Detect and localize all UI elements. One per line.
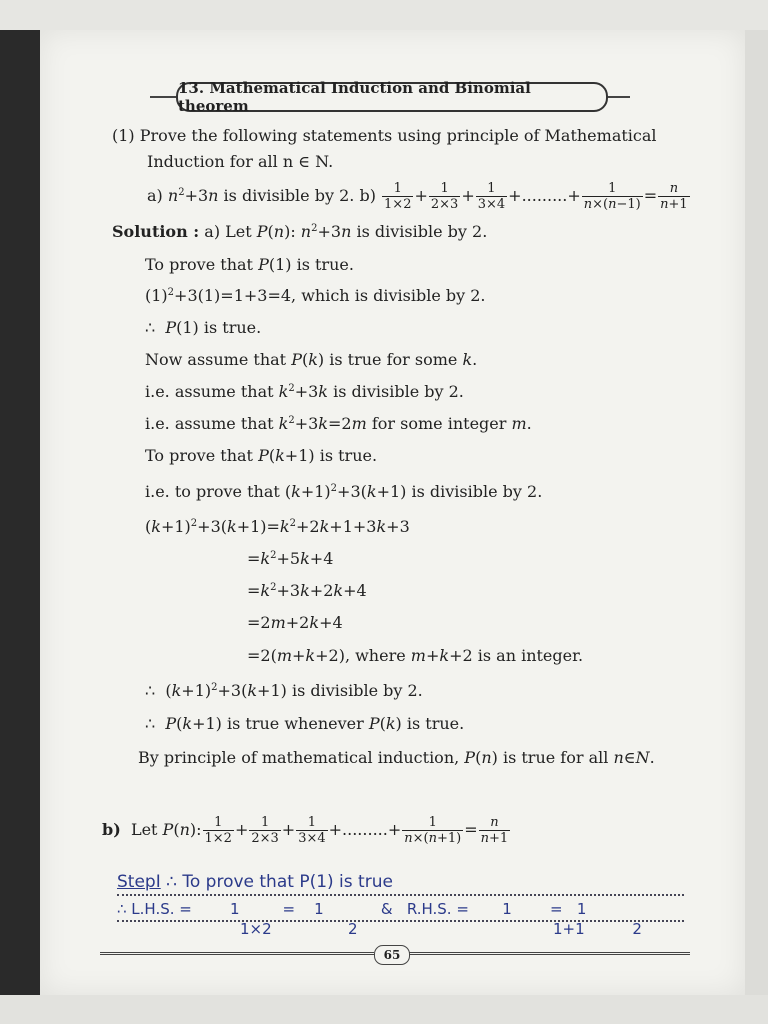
fraction: $\frac{1}{1\times 2}$ (204, 815, 232, 846)
proof-conclusion: By principle of mathematical induction, P(n) is true for all n∈N. (138, 748, 655, 767)
fraction: $\frac{1}{3\times 4}$ (477, 181, 506, 212)
handwritten-denominators: 1×2 2 1+1 2 (240, 920, 642, 938)
proof-line-7: To prove that P(k+1) is true. (145, 446, 378, 465)
fraction: $\frac{1}{3\times 4}$ (298, 815, 326, 846)
chapter-title: 13. Mathematical Induction and Binomial theorem (176, 82, 608, 112)
background-bottom (0, 995, 768, 1024)
fraction: $\frac{1}{n\times(n-1)}$ (583, 181, 641, 212)
solution-a-lead: Solution : a) Let P(n): $n^2+3n$ is divisible by 2. (112, 222, 488, 241)
question-number: (1) (112, 126, 135, 145)
solution-b-label: b) (102, 820, 121, 839)
fraction: $\frac{1}{1\times 2}$ (384, 181, 412, 212)
document-page (40, 30, 745, 995)
background-left-edge (0, 30, 40, 1000)
fraction: $\frac{1}{n\times(n+1)}$ (404, 815, 462, 846)
handwritten-step-line: StepI ∴ To prove that P(1) is true (117, 872, 684, 896)
question-text-1: Prove the following statements using principle of Mathematical (139, 126, 657, 145)
page-number: 65 (374, 945, 410, 965)
question-line-2: Induction for all n ∈ N. (147, 152, 334, 171)
part-b-label: b) (359, 186, 376, 205)
question-parts (147, 181, 691, 212)
proof-line-15: ∴ P(k+1) is true whenever P(k) is true. (145, 714, 465, 733)
solution-b-statement: b) Let P(n): $\frac{1}{1\times 2}$ + $\frac{1}{2\times 3}$ + $\frac{1}{3\times 4}$ +.........+ $\frac{1}{n\times(n+1)}$ = $\frac{n}{n+1}$ (102, 815, 509, 846)
proof-line-6: i.e. assume that $k^2+3k=2m$ for some integer m. (145, 414, 532, 433)
handwritten-lhs-line: ∴ L.H.S. = 1 = 1 & R.H.S. = 1 = 1 (117, 900, 684, 922)
proof-line-14: ∴ $(k+1)^2+3(k+1)$ is divisible by 2. (145, 681, 423, 700)
proof-line-10: $=k^2+5k+4$ (247, 549, 334, 568)
proof-line-13: =2(m+k+2), where m+k+2 is an integer. (247, 646, 584, 665)
header-rule-left (150, 96, 178, 98)
proof-line-5: i.e. assume that $k^2+3k$ is divisible by 2. (145, 382, 464, 401)
fraction: $\frac{1}{2\times 3}$ (251, 815, 279, 846)
part-b-series: $\frac{1}{1\times 2}$ + $\frac{1}{2\times 3}$ + $\frac{1}{3\times 4}$ +.........+ $\frac{1}{n\times(n-1)}$ = $\frac{n}{n+1}$ (384, 181, 688, 212)
part-a-expression: $n^2+3n$ is divisible by 2. (167, 186, 355, 205)
proof-line-1: To prove that P(1) is true. (145, 255, 354, 274)
part-a-label: a) (147, 186, 163, 205)
proof-line-9: $(k+1)^2+3(k+1)=k^2+2k+1+3k+3$ (145, 517, 410, 536)
question-line-1 (112, 126, 657, 145)
fraction: $\frac{n}{n+1}$ (480, 815, 509, 846)
proof-line-2: $(1)^2+3(1)=1+3=4$, which is divisible by 2. (145, 286, 486, 305)
background-top (0, 0, 768, 30)
proof-line-3: ∴ P(1) is true. (145, 318, 262, 337)
background-right (745, 30, 768, 995)
proof-line-11: $=k^2+3k+2k+4$ (247, 581, 367, 600)
fraction: $\frac{1}{2\times 3}$ (430, 181, 459, 212)
proof-line-4: Now assume that P(k) is true for some k. (145, 350, 478, 369)
footer-rule-left (100, 952, 374, 955)
proof-line-8: i.e. to prove that $(k+1)^2+3(k+1)$ is divisible by 2. (145, 482, 543, 501)
footer-rule-right (408, 952, 690, 955)
fraction: $\frac{n}{n+1}$ (660, 181, 688, 212)
proof-line-12: =2m+2k+4 (247, 613, 343, 632)
